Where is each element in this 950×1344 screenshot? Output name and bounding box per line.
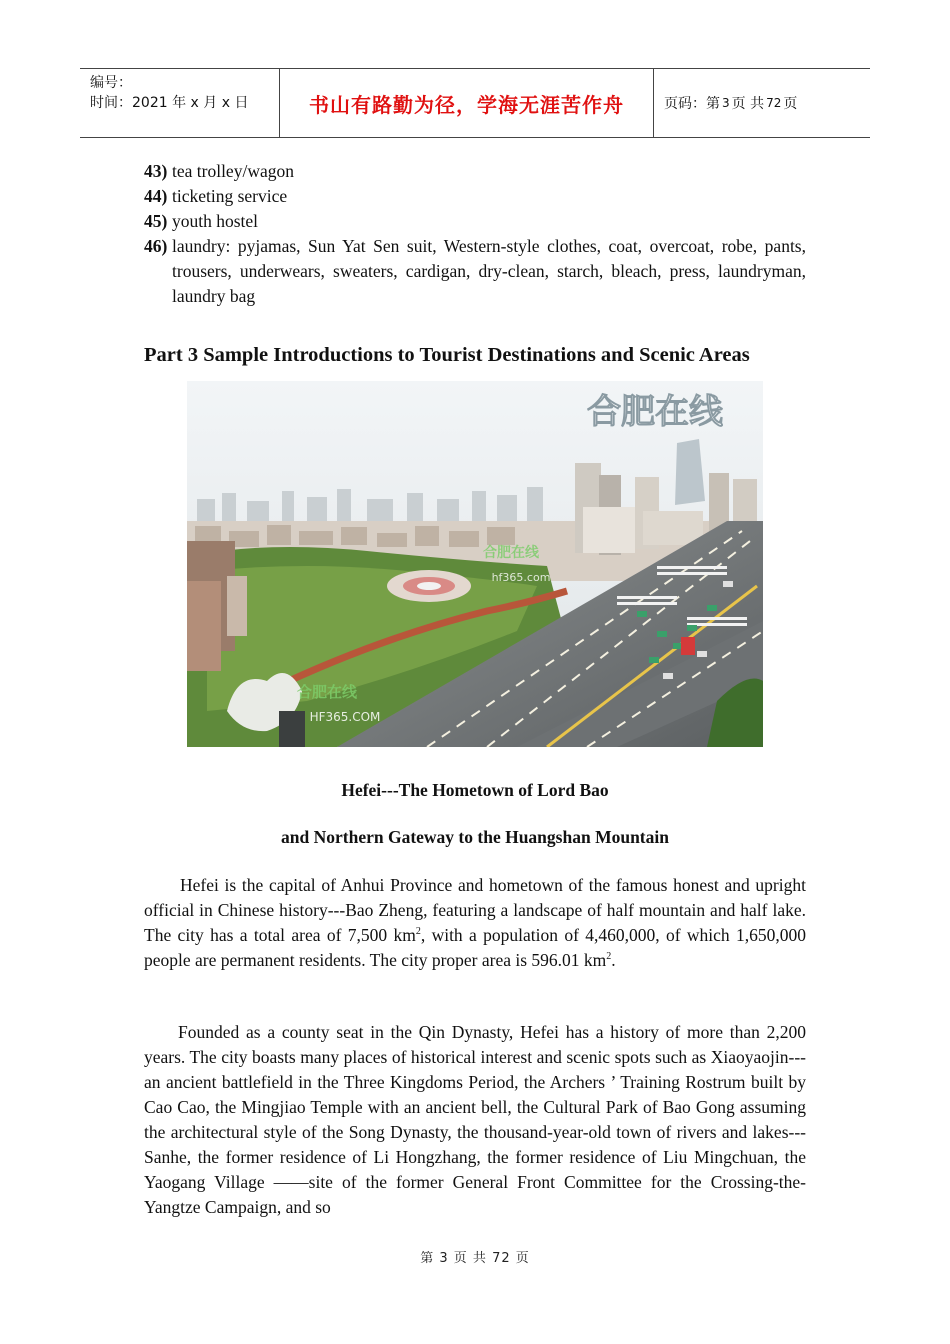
list-item [144, 234, 806, 309]
watermark-bottom: 合肥在线 [296, 683, 358, 701]
list-item-number: 46) [144, 236, 168, 256]
superscript-2: 2 [606, 951, 612, 963]
article-title-line-2: and Northern Gateway to the Huangshan Mountain [281, 827, 669, 847]
superscript-1: 2 [415, 926, 421, 938]
page-header [80, 68, 870, 138]
header-meta [80, 69, 280, 137]
page-current: 3 [722, 96, 730, 110]
watermark-bottom-url: HF365.COM [309, 710, 381, 724]
page-prefix: 页码：第 [664, 96, 720, 112]
header-motto-cell [280, 69, 654, 137]
header-page-info [654, 69, 870, 137]
paragraph-1 [144, 873, 806, 973]
watermark-top: 合肥在线 [587, 392, 723, 432]
page-footer [0, 1247, 950, 1266]
page-total: 72 [766, 96, 782, 110]
motto-text: 书山有路勤为径，学海无涯苦作舟 [309, 92, 624, 117]
watermark-mid-url: hf365.com [491, 571, 551, 584]
aerial-city-illustration [187, 381, 763, 747]
page-suffix: 页 [783, 96, 798, 112]
article-title-line-1: Hefei---The Hometown of Lord Bao [341, 780, 609, 800]
list-item-number: 43) [144, 161, 168, 181]
list-item-text: laundry: pyjamas, Sun Yat Sen suit, Western-style clothes, coat, overcoat, robe, pants, trousers, underwears, sweaters, cardigan, dry-clean, starch, bleach, press, laundryman, laundry bag [172, 236, 806, 306]
footer-suffix: 页 [515, 1251, 530, 1266]
list-item-text: youth hostel [172, 211, 259, 231]
list-item [144, 184, 806, 209]
paragraph-1-part-b: , with a population of 4,460,000, of which 1,650,000 people are permanent residents. The city proper area is 596.01 km [144, 925, 806, 970]
list-item-number: 44) [144, 186, 168, 206]
page-mid: 页 共 [731, 96, 765, 112]
paragraph-1-part-a: Hefei is the capital of Anhui Province and hometown of the famous honest and upright official in Chinese history---Bao Zheng, featuring a landscape of half mountain and half lake. The city has a total area of 7,500 km [144, 875, 806, 945]
list-item-text: tea trolley/wagon [172, 161, 294, 181]
list-item-number: 45) [144, 211, 168, 231]
footer-current: 3 [439, 1251, 449, 1266]
vocabulary-list [144, 159, 806, 309]
list-item-text: ticketing service [172, 186, 288, 206]
list-item [144, 159, 806, 184]
paragraph-2: Founded as a county seat in the Qin Dynasty, Hefei has a history of more than 2,200 years. The city boasts many places of historical interest and scenic spots such as Xiaoyaojin---an ancient battlefield in the Three Kingdoms Period, the Archers ’ Training Rostrum built by Cao Cao, the Mingjiao Temple with an ancient bell, the Cultural Park of Bao Gong assuming the architectural style of the Song Dynasty, the thousand-year-old town of rivers and lakes---Sanhe, the former residence of Li Hongzhang, the former residence of Liu Mingchuan, the Yaogang Village ——site of the former General Front Committee for the Crossing-the-Yangtze Campaign, and so [144, 1022, 806, 1217]
list-item [144, 209, 806, 234]
paragraph-1-part-c: . [611, 950, 616, 970]
date-label: 时间：2021 年 x 月 x 日 [90, 95, 249, 111]
number-label: 编号： [90, 75, 132, 91]
footer-mid: 页 共 [453, 1251, 487, 1266]
footer-total: 72 [492, 1251, 511, 1266]
city-photo [187, 381, 763, 747]
part-heading: Part 3 Sample Introductions to Tourist Destinations and Scenic Areas [144, 344, 750, 366]
footer-prefix: 第 [420, 1251, 435, 1266]
watermark-mid: 合肥在线 [483, 545, 539, 561]
